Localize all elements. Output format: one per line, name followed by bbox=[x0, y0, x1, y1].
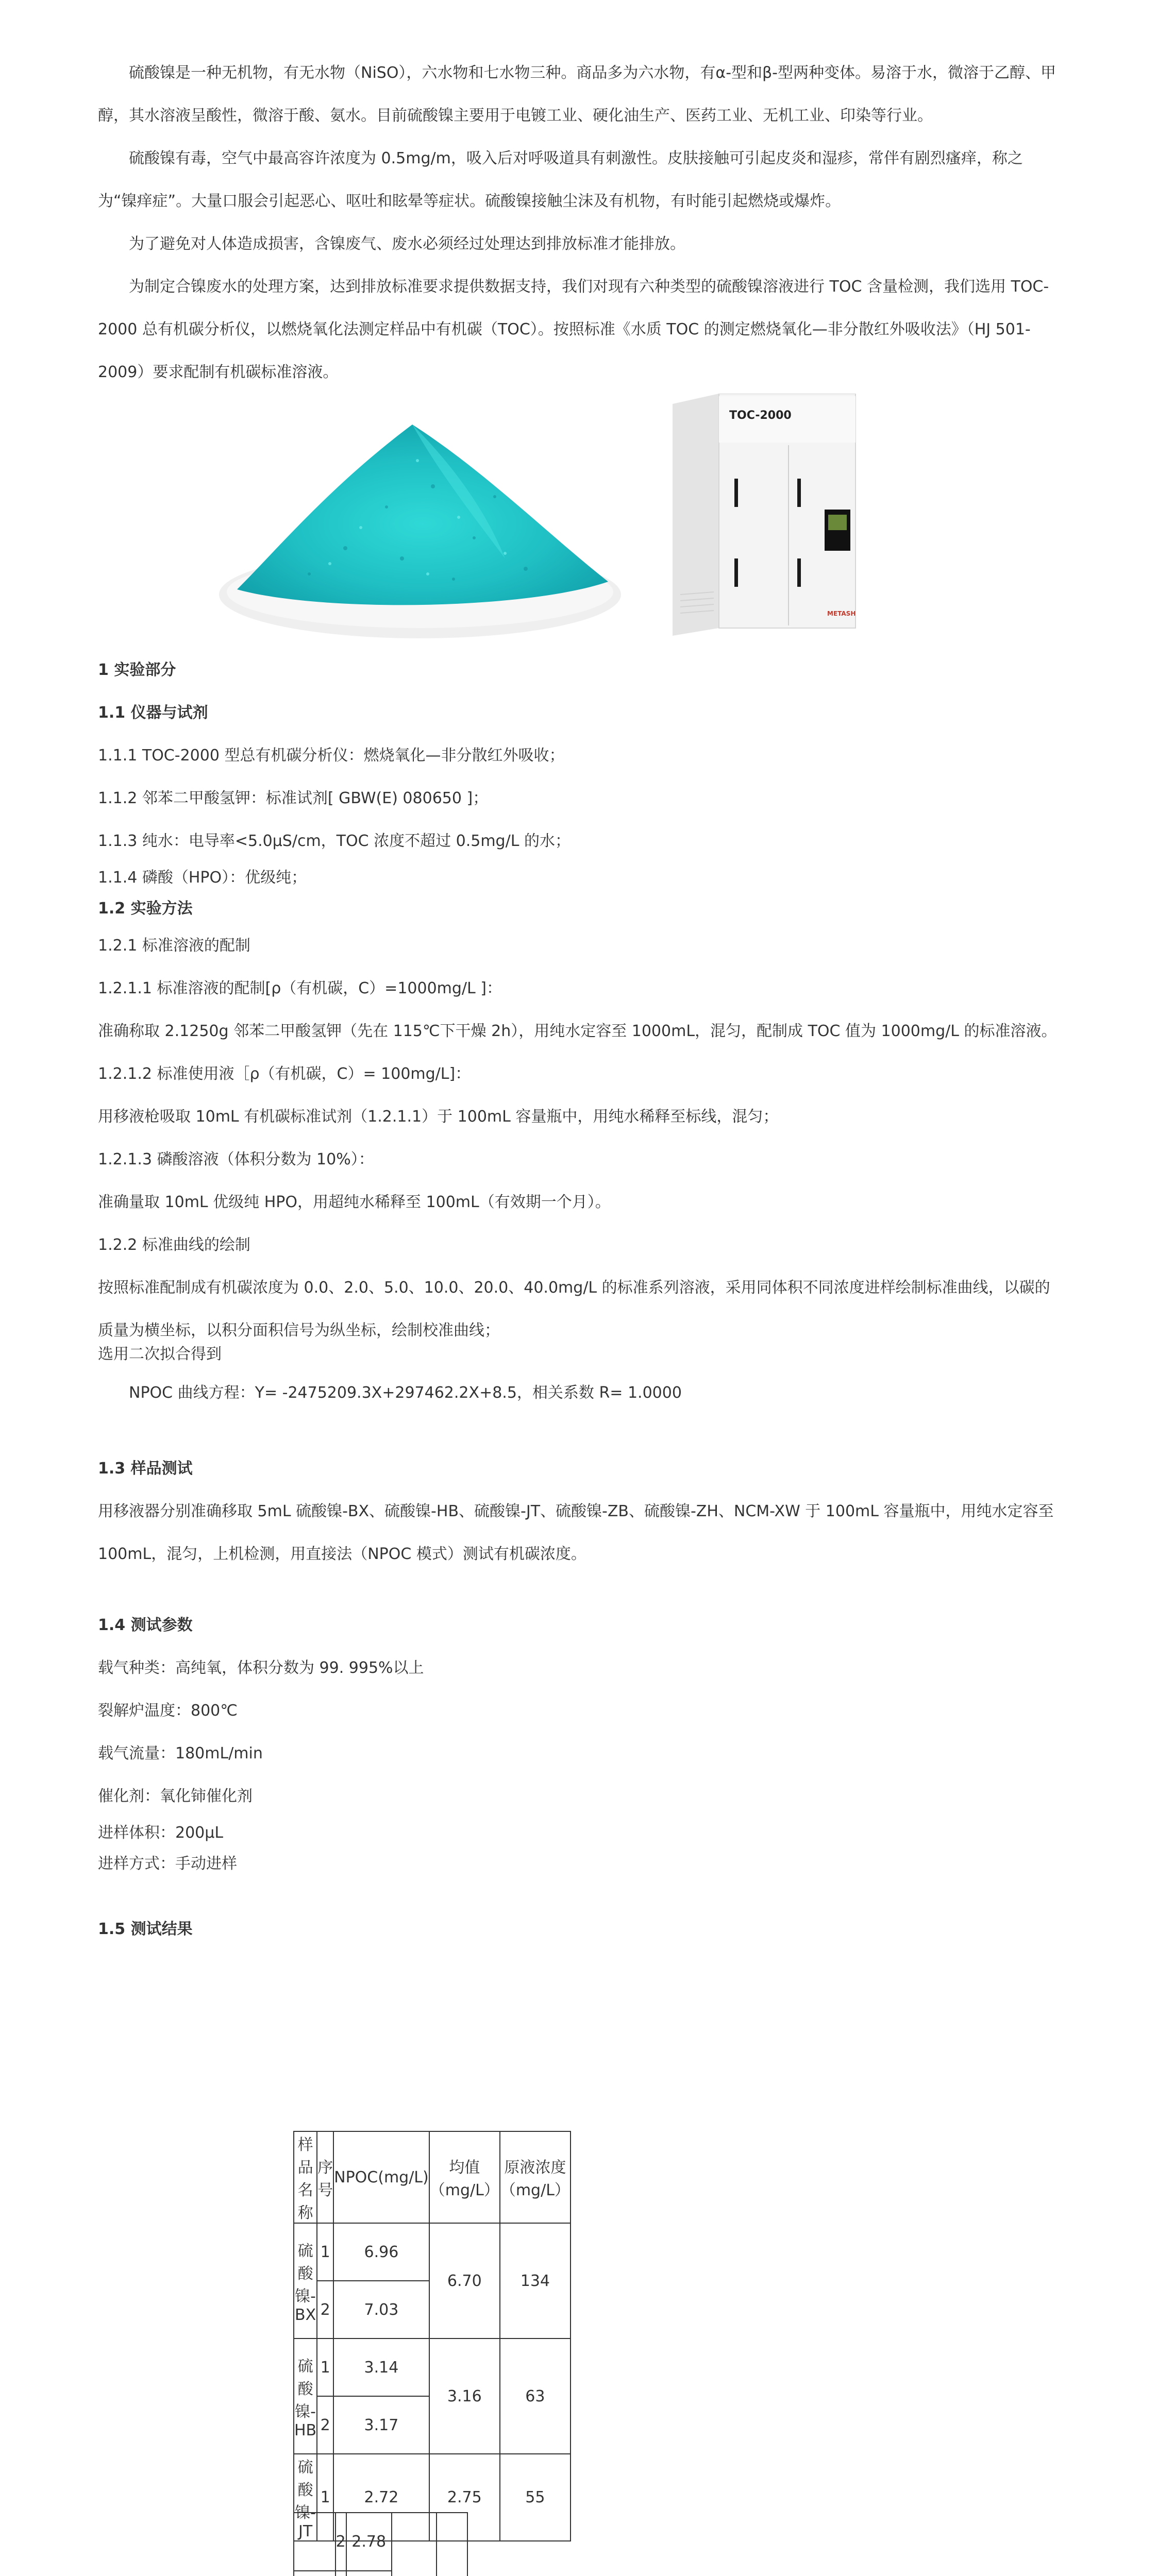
cell-mean bbox=[392, 2513, 437, 2576]
cell-npoc: 3.17 bbox=[333, 2396, 429, 2454]
instrument-label: TOC-2000 bbox=[729, 409, 792, 422]
s12-line-5: 用移液枪吸取 10mL 有机碳标准试剂（1.2.1.1）于 100mL 容量瓶中，用纯水稀释至标线，混匀； bbox=[98, 1108, 779, 1126]
fit-note: 选用二次拟合得到 bbox=[98, 1345, 222, 1363]
cell-npoc: 6.96 bbox=[333, 2223, 429, 2281]
cell-npoc: 7.03 bbox=[333, 2281, 429, 2338]
instrument-brand: METASH bbox=[827, 610, 856, 617]
section-1-1-heading: 1.1 仪器与试剂 bbox=[98, 704, 208, 722]
section-1-2-heading: 1.2 实验方法 bbox=[98, 900, 193, 918]
s11-item-3: 1.1.3 纯水：电导率<5.0μS/cm，TOC 浓度不超过 0.5mg/L 的水； bbox=[98, 832, 571, 850]
s12-line-7: 准确量取 10mL 优级纯 HPO，用超纯水稀释至 100mL（有效期一个月）。 bbox=[98, 1193, 611, 1211]
th-npoc: NPOC(mg/L) bbox=[333, 2131, 429, 2223]
th-index: 序号 bbox=[317, 2131, 333, 2223]
npoc-curve-equation: NPOC 曲线方程：Y= -2475209.3X+297462.2X+8.5，相关系数 R= 1.0000 bbox=[129, 1384, 682, 1402]
intro-paragraph-3: 为了避免对人体造成损害，含镍废气、废水必须经过处理达到排放标准才能排放。 bbox=[129, 235, 685, 253]
param-furnace-temp: 裂解炉温度：800℃ bbox=[98, 1702, 238, 1720]
section-1-4-heading: 1.4 测试参数 bbox=[98, 1616, 193, 1634]
th-sample-name: 样品名称 bbox=[294, 2131, 317, 2223]
cell-index bbox=[336, 2571, 346, 2576]
cell-index: 1 bbox=[317, 2454, 333, 2541]
s11-item-2: 1.1.2 邻苯二甲酸氢钾：标准试剂[ GBW(E) 080650 ]； bbox=[98, 789, 489, 807]
empty-cell bbox=[294, 2513, 336, 2571]
param-carrier-gas: 载气种类：高纯氧，体积分数为 99. 995%以上 bbox=[98, 1659, 424, 1677]
s11-item-1: 1.1.1 TOC-2000 型总有机碳分析仪：燃烧氧化—非分散红外吸收； bbox=[98, 747, 565, 765]
s12-line-6: 1.2.1.3 磷酸溶液（体积分数为 10%）： bbox=[98, 1150, 374, 1168]
cell-original: 55 bbox=[500, 2454, 571, 2541]
article bbox=[98, 52, 1062, 1951]
cell-index: 1 bbox=[317, 2223, 333, 2281]
intro-paragraph-2: 硫酸镍有毒，空气中最高容许浓度为 0.5mg/m，吸入后对呼吸道具有刺激性。皮肤接触可引起皮炎和湿疹，常伴有剧烈瘙痒，称之为“镍痒症”。大量口服会引起恶心、呕吐和眩晕等症状。硫酸镍接触尘沫及有机物，有时能引起燃烧或爆炸。 bbox=[98, 149, 1023, 210]
toc-analyzer-image bbox=[657, 394, 863, 638]
param-catalyst: 催化剂：氧化铈催化剂 bbox=[98, 1787, 253, 1805]
th-original: 原液浓度（mg/L） bbox=[500, 2131, 571, 2223]
section-1-3-heading: 1.3 样品测试 bbox=[98, 1460, 193, 1478]
s12-line-2: 1.2.1.1 标准溶液的配制[ρ（有机碳，C）=1000mg/L ]： bbox=[98, 979, 502, 997]
th-mean: 均值（mg/L） bbox=[429, 2131, 500, 2223]
cell-mean: 6.70 bbox=[429, 2223, 500, 2338]
cell-original: 134 bbox=[500, 2223, 571, 2338]
intro-paragraph-1: 硫酸镍是一种无机物，有无水物（NiSO），六水物和七水物三种。商品多为六水物，有α-型和β-型两种变体。易溶于水，微溶于乙醇、甲醇，其水溶液呈酸性，微溶于酸、氨水。目前硫酸镍主要用于电镀工业、硬化油生产、医药工业、无机工业、印染等行业。 bbox=[98, 64, 1057, 125]
s12-line-3: 准确称取 2.1250g 邻苯二甲酸氢钾（先在 115℃下干燥 2h），用纯水定容至 1000mL，混匀，配制成 TOC 值为 1000mg/L 的标准溶液。 bbox=[98, 1022, 1057, 1040]
figure-row bbox=[98, 394, 1062, 617]
s12-line-8: 1.2.2 标准曲线的绘制 bbox=[98, 1236, 250, 1254]
param-injection-volume: 进样体积：200μL bbox=[98, 1824, 224, 1842]
cell-mean: 3.16 bbox=[429, 2338, 500, 2454]
section-1-heading: 1 实验部分 bbox=[98, 661, 176, 679]
cell-index: 2 bbox=[317, 2281, 333, 2338]
table-row-name: 硫酸镍-BX bbox=[294, 2223, 317, 2338]
section-1-5-heading: 1.5 测试结果 bbox=[98, 1920, 193, 1938]
s12-line-1: 1.2.1 标准溶液的配制 bbox=[98, 937, 250, 955]
nickel-sulfate-powder-image bbox=[216, 404, 624, 638]
cell-npoc: 3.14 bbox=[333, 2338, 429, 2396]
cell-mean: 2.75 bbox=[429, 2454, 500, 2541]
param-injection-mode: 进样方式：手动进样 bbox=[98, 1855, 237, 1873]
param-gas-flow: 载气流量：180mL/min bbox=[98, 1744, 263, 1762]
intro-paragraph-4: 为制定合镍废水的处理方案，达到排放标准要求提供数据支持，我们对现有六种类型的硫酸镍溶液进行 TOC 含量检测，我们选用 TOC-2000 总有机碳分析仪，以燃烧氧化法测定样品中有机碳（TOC）。按照标准《水质 TOC 的测定燃烧氧化—非分散红外吸收法》（HJ 501-2009）要求配制有机碳标准溶液。 bbox=[98, 278, 1049, 381]
table-row-name: 硫酸镍-HB bbox=[294, 2338, 317, 2454]
cell-original: 63 bbox=[500, 2338, 571, 2454]
cell-npoc bbox=[346, 2571, 392, 2576]
table-row-name bbox=[294, 2571, 336, 2576]
s13-text: 用移液器分别准确移取 5mL 硫酸镍-BX、硫酸镍-HB、硫酸镍-JT、硫酸镍-ZB、硫酸镍-ZH、NCM-XW 于 100mL 容量瓶中，用纯水定容至 100mL，混匀，上机检测，用直接法（NPOC 模式）测试有机碳浓度。 bbox=[98, 1502, 1054, 1563]
results-table bbox=[293, 2131, 571, 2541]
cell-npoc: 2.72 bbox=[333, 2454, 429, 2541]
cell-npoc: 2.78 bbox=[346, 2513, 392, 2571]
s11-item-4: 1.1.4 磷酸（HPO）：优级纯； bbox=[98, 869, 307, 887]
cell-index: 1 bbox=[317, 2338, 333, 2396]
s12-line-9: 按照标准配制成有机碳浓度为 0.0、2.0、5.0、10.0、20.0、40.0mg/L 的标准系列溶液，采用同体积不同浓度进样绘制标准曲线，以碳的质量为横坐标，以积分面积信号为纵坐标，绘制校准曲线； bbox=[98, 1279, 1050, 1340]
s12-line-4: 1.2.1.2 标准使用液［ρ（有机碳，C）= 100mg/L]： bbox=[98, 1065, 471, 1083]
cell-index: 2 bbox=[336, 2513, 346, 2571]
cell-original bbox=[437, 2513, 467, 2576]
results-table-continued bbox=[293, 2512, 468, 2576]
cell-index: 2 bbox=[317, 2396, 333, 2454]
table-row-name: 硫酸镍-JT bbox=[294, 2454, 317, 2541]
